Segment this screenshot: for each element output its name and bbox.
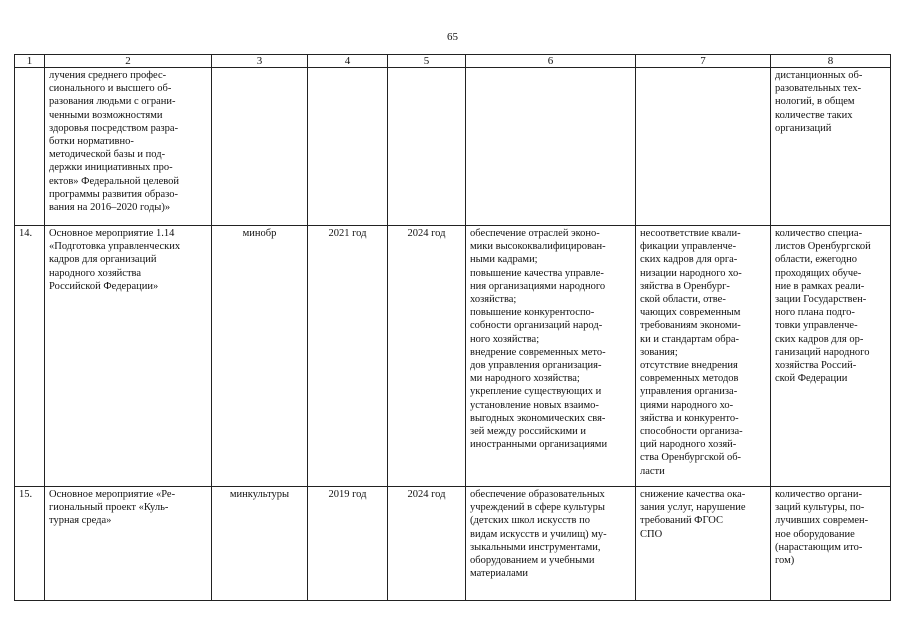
- event-name: Основное мероприятие «Ре- гиональный проект «Куль- турная среда»: [45, 487, 212, 601]
- event-name: лучения среднего профес- сионального и высшего об- разования людьми с ограни- ченными возможностями здоровья посредством разра- ботки нормативно- методической базы и под- держки инициативных про- ектов» Федеральной целевой программы развития образо- вания на 2016–2020 годы)»: [45, 68, 212, 226]
- indicator: количество органи- заций культуры, по- лучивших современ- ное оборудование (нарастающим ито- гом): [771, 487, 891, 601]
- consequences: несоответствие квали- фикации управленче- ских кадров для орга- низации народного хо- зяйства в Оренбург- ской области, отве- чающих современным требованиям экономи- ки и стандартам обра- зования; отсутствие внедрения современных методов управления организа- циями народного хо- зяйства и конкуренто- способности организа- ций народного хозяй- ства Оренбургской об- ласти: [636, 226, 771, 487]
- row-number: 14.: [15, 226, 45, 487]
- expected-result: обеспечение отраслей эконо- мики высококвалифицирован- ными кадрами; повышение качества управле- ния организациями народного хозяйства; повышение конкурентоспо- собности организаций народ- ного хозяйства; внедрение современных мето- дов управления организация- ми народного хозяйства; укрепление существующих и установление новых взаимо- выгодных экономических свя- зей между российскими и иностранными организациями: [466, 226, 636, 487]
- executor: минобр: [212, 226, 308, 487]
- end-year: [388, 68, 466, 226]
- expected-result: [466, 68, 636, 226]
- column-header: 2: [45, 55, 212, 68]
- column-header: 4: [308, 55, 388, 68]
- table-row: [15, 68, 891, 226]
- table-row: [15, 487, 891, 601]
- column-header: 3: [212, 55, 308, 68]
- header-row: [15, 55, 891, 68]
- column-header: 7: [636, 55, 771, 68]
- end-year: 2024 год: [388, 226, 466, 487]
- page-number: 65: [447, 31, 458, 43]
- start-year: 2019 год: [308, 487, 388, 601]
- end-year: 2024 год: [388, 487, 466, 601]
- column-header: 5: [388, 55, 466, 68]
- executor: [212, 68, 308, 226]
- column-header: 6: [466, 55, 636, 68]
- consequences: [636, 68, 771, 226]
- table-row: [15, 226, 891, 487]
- indicator: дистанционных об- разовательных тех- нологий, в общем количестве таких организаций: [771, 68, 891, 226]
- consequences: снижение качества ока- зания услуг, нарушение требований ФГОС СПО: [636, 487, 771, 601]
- row-number: [15, 68, 45, 226]
- column-header: 1: [15, 55, 45, 68]
- row-number: 15.: [15, 487, 45, 601]
- executor: минкультуры: [212, 487, 308, 601]
- start-year: [308, 68, 388, 226]
- indicator: количество специа- листов Оренбургской области, ежегодно проходящих обуче- ние в рамках реали- зации Государствен- ного плана подго- товки управленче- ских кадров для ор- ганизаций народного хозяйства Россий- ской Федерации: [771, 226, 891, 487]
- event-name: Основное мероприятие 1.14 «Подготовка управленческих кадров для организаций народного хозяйства Российской Федерации»: [45, 226, 212, 487]
- program-events-table: [14, 54, 891, 601]
- column-header: 8: [771, 55, 891, 68]
- start-year: 2021 год: [308, 226, 388, 487]
- expected-result: обеспечение образовательных учреждений в сфере культуры (детских школ искусств по видам искусств и училищ) му- зыкальными инструментами, оборудованием и учебными материалами: [466, 487, 636, 601]
